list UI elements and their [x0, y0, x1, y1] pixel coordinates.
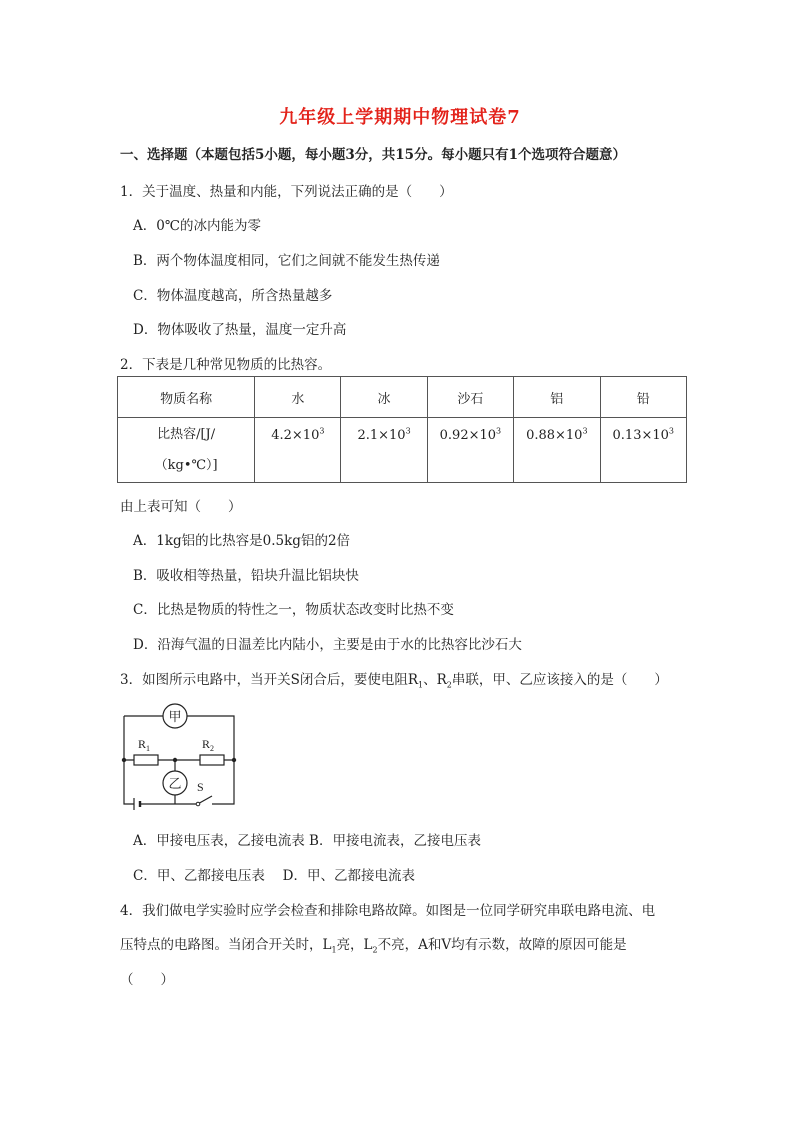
section-heading: 一、选择题（本题包括5小题，每小题3分，共15分。每小题只有1个选项符合题意） [120, 147, 626, 163]
q1-stem: 1．关于温度、热量和内能，下列说法正确的是（ ） [120, 184, 453, 200]
table-row-label [118, 418, 255, 483]
junction-dot [173, 758, 177, 762]
table-cell: $0.92\times 10^3$ [427, 418, 513, 483]
q2-option-a: A．1kg铝的比热容是0.5kg铝的2倍 [133, 533, 351, 549]
table-cell: $0.88\times 10^3$ [514, 418, 600, 483]
table-header-cell: 沙石 [427, 377, 513, 418]
q2-stem: 2．下表是几种常见物质的比热容。 [120, 357, 332, 373]
q3-options-cd: C．甲、乙都接电压表 D．甲、乙都接电流表 [133, 868, 415, 884]
table-cell: $0.13\times 10^3$ [600, 418, 686, 483]
switch-label: S [197, 780, 204, 794]
q4-line-1: 4．我们做电学实验时应学会检查和排除电路故障。如图是一位同学研究串联电路电流、电 [120, 903, 656, 919]
junction-dot [232, 758, 236, 762]
q2-option-d: D．沿海气温的日温差比内陆小，主要是由于水的比热容比沙石大 [133, 637, 522, 653]
q2-after-table: 由上表可知（ ） [120, 499, 242, 515]
specific-heat-table [117, 376, 687, 483]
page-title: 九年级上学期期中物理试卷7 [279, 107, 521, 128]
table-row [118, 418, 687, 483]
q1-option-d: D．物体吸收了热量，温度一定升高 [133, 322, 347, 338]
row-label-line-2: （kg•℃）] [154, 458, 218, 473]
q2-option-b: B．吸收相等热量，铅块升温比铝块快 [133, 568, 359, 584]
switch-icon [200, 796, 213, 803]
resistor-r2-icon [200, 755, 224, 765]
circuit-diagram [118, 700, 242, 812]
q3-stem: 3．如图所示电路中，当开关S闭合后，要使电阻$R_1$、$R_2$串联，甲、乙应该接入的是（ ） [120, 672, 668, 690]
table-header-cell: 物质名称 [118, 377, 255, 418]
table-header-row [118, 377, 687, 418]
resistor-r1-icon [134, 755, 158, 765]
q2-option-c: C．比热是物质的特性之一，物质状态改变时比热不变 [133, 602, 454, 618]
r2-label: $R_2$ [202, 737, 215, 753]
q1-option-b: B．两个物体温度相同，它们之间就不能发生热传递 [133, 253, 440, 269]
q1-option-a: A．0℃的冰内能为零 [133, 218, 261, 234]
row-label-line-1: 比热容/[J/ [157, 427, 216, 442]
table-cell: $4.2\times 10^3$ [255, 418, 341, 483]
yi-label: 乙 [168, 776, 182, 791]
table-header-cell: 铝 [514, 377, 600, 418]
r1-label: $R_1$ [138, 737, 151, 753]
switch-contact [196, 802, 200, 806]
q4-line-3: （ ） [120, 972, 174, 988]
table-header-cell: 水 [255, 377, 341, 418]
jia-label: 甲 [168, 709, 182, 724]
table-header-cell: 铅 [600, 377, 686, 418]
table-cell: $2.1\times 10^3$ [341, 418, 427, 483]
table-header-cell: 冰 [341, 377, 427, 418]
q3-options-ab: A．甲接电压表，乙接电流表 B．甲接电流表，乙接电压表 [133, 833, 481, 849]
q4-line-2: 压特点的电路图。当闭合开关时，$L_1$亮，$L_2$不亮，A和V均有示数，故障的原因可能是 [120, 937, 627, 955]
junction-dot [122, 758, 126, 762]
q1-option-c: C．物体温度越高，所含热量越多 [133, 288, 333, 304]
